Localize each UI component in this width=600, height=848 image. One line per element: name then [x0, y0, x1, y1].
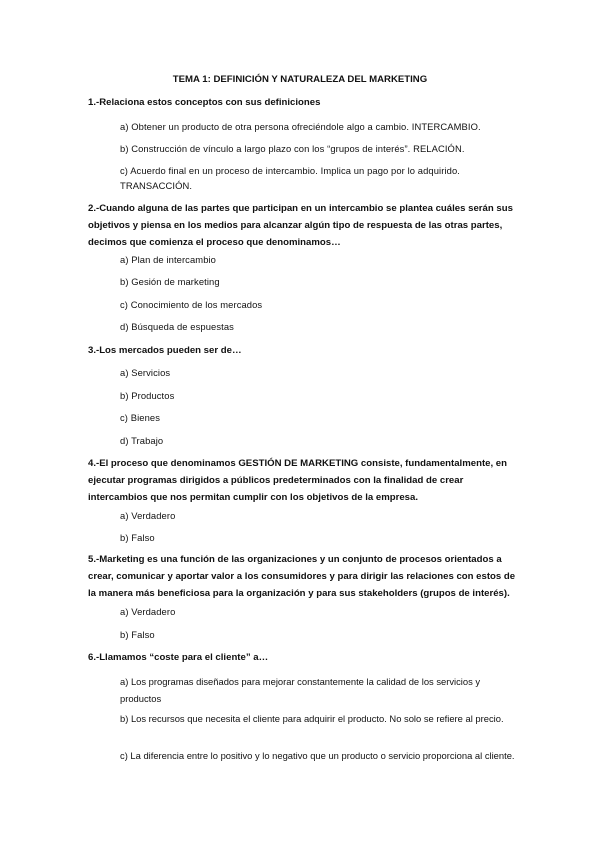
question-2-line-2: objetivos y piensa en los medios para alcanzar algún tipo de respuesta de las otras partes,: [88, 220, 503, 231]
question-3-option-c: c) Bienes: [120, 412, 160, 423]
document-title: TEMA 1: DEFINICIÓN Y NATURALEZA DEL MARKETING: [172, 74, 428, 85]
question-4-line-1: 4.-El proceso que denominamos GESTIÓN DE MARKETING consiste, fundamentalmente, en: [88, 458, 507, 469]
question-5-option-a: a) Verdadero: [120, 606, 176, 617]
question-4-option-b: b) Falso: [120, 532, 155, 543]
question-4-option-a: a) Verdadero: [120, 510, 176, 521]
question-6-option-c-line-2: cliente.: [484, 750, 515, 761]
question-4-line-2: ejecutar programas dirigidos a públicos predeterminados con la finalidad de crear: [88, 475, 464, 486]
question-5-option-b: b) Falso: [120, 629, 155, 640]
question-3: 3.-Los mercados pueden ser de…: [88, 345, 242, 356]
question-2-line-1: 2.-Cuando alguna de las partes que participan en un intercambio se plantea cuáles serán sus: [88, 203, 513, 214]
question-3-option-d: d) Trabajo: [120, 435, 164, 446]
question-4: [88, 455, 518, 506]
question-6-option-a: [120, 673, 515, 707]
question-1: 1.-Relaciona estos conceptos con sus definiciones: [88, 97, 321, 108]
question-5: [88, 551, 518, 602]
question-1-option-c: c) Acuerdo final en un proceso de intercambio. Implica un pago por lo adquirido.: [120, 165, 460, 176]
question-1-option-b: b) Construcción de vínculo a largo plazo con los “grupos de interés”. RELACIÓN.: [120, 143, 465, 154]
question-1-option-a: a) Obtener un producto de otra persona ofreciéndole algo a cambio. INTERCAMBIO.: [120, 121, 481, 132]
question-2-option-b: b) Gesión de marketing: [120, 276, 220, 287]
question-5-line-3: la manera más beneficiosa para la organización y para sus stakeholders (grupos de interés).: [88, 588, 510, 599]
question-6-option-b-line-2: precio.: [475, 713, 504, 724]
question-1-option-c-continued: TRANSACCIÓN.: [120, 180, 193, 191]
question-3-option-b: b) Productos: [120, 390, 175, 401]
question-2-option-d: d) Búsqueda de espuestas: [120, 321, 234, 332]
question-6-option-c-line-1: c) La diferencia entre lo positivo y lo negativo que un producto o servicio proporciona al: [120, 750, 483, 761]
question-6-option-c: [120, 747, 515, 764]
question-6: 6.-Llamamos “coste para el cliente” a…: [88, 652, 269, 663]
question-2: [88, 200, 518, 251]
question-2-option-c: c) Conocimiento de los mercados: [120, 299, 263, 310]
question-5-line-1: 5.-Marketing es una función de las organizaciones y un conjunto de procesos orientados a: [88, 554, 502, 565]
question-6-option-a-line-2: productos: [120, 693, 162, 704]
question-6-option-b: [120, 710, 515, 727]
question-5-line-2: crear, comunicar y aportar valor a los consumidores y para dirigir las relaciones con estos de: [88, 571, 516, 582]
question-2-line-3: decimos que comienza el proceso que denominamos…: [88, 237, 341, 248]
question-2-option-a: a) Plan de intercambio: [120, 254, 217, 265]
question-6-option-a-line-1: a) Los programas diseñados para mejorar constantemente la calidad de los servicios y: [120, 676, 481, 687]
question-3-option-a: a) Servicios: [120, 367, 171, 378]
question-4-line-3: intercambios que nos permitan cumplir con los objetivos de la empresa.: [88, 492, 419, 503]
question-6-option-b-line-1: b) Los recursos que necesita el cliente para adquirir el producto. No solo se refiere al: [120, 713, 473, 724]
